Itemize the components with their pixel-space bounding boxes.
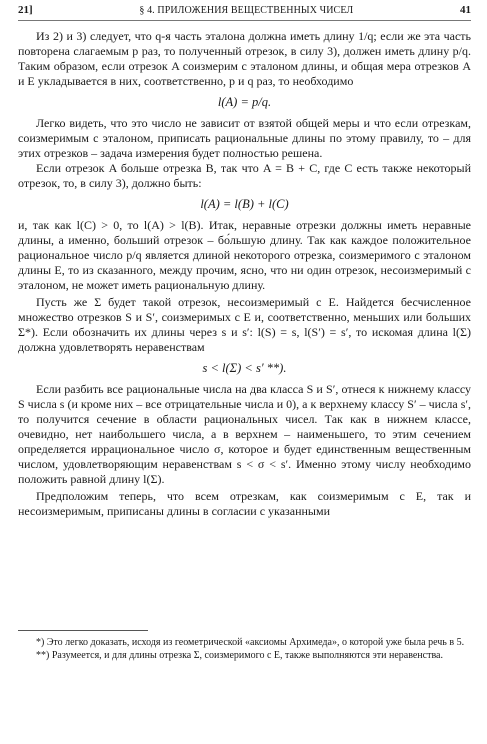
paragraph-5: Пусть же Σ будет такой отрезок, несоизмеримый с E. Найдется бесчисленное множество отрезков S и S′, соизмеримых с E и, соответственно, меньших или больших Σ*). Если обозначить их длины через s и s′: l(S) = s, l(S′) = s′, то искомая длина l(Σ) должна удовлетворять неравенствам: [18, 295, 471, 354]
footnote-2: **) Разумеется, и для длины отрезка Σ, соизмеримого с E, также выполняются эти неравенства.: [36, 649, 443, 661]
section-marker: 21]: [18, 4, 33, 16]
page-body: [18, 29, 471, 519]
paragraph-7: Предположим теперь, что всем отрезкам, как соизмеримым с E, так и несоизмеримым, приписаны длины в согласии с указанными: [18, 489, 471, 518]
running-title: § 4. ПРИЛОЖЕНИЯ ВЕЩЕСТВЕННЫХ ЧИСЕЛ: [139, 5, 354, 16]
footnotes: [18, 630, 471, 662]
page-number: 41: [460, 4, 471, 16]
paragraph-6: Если разбить все рациональные числа на два класса S и S′, отнеся к нижнему классу S числа s (и кроме них – все отрицательные числа и 0), а к верхнему классу S′ – числа s′, то получится сечение в области рациональных чисел. Так как в нижнем классе, очевидно, нет наибольшего числа, а в верхнем – наименьшего, то этим сечением определяется иррациональное число σ, которое и будет единственным вещественным числом, удовлетворяющим неравенствам s < σ < s′. Именно этому числу необходимо положить равной длину l(Σ).: [18, 382, 471, 486]
formula-length-ratio: l(A) = p/q.: [217, 95, 272, 109]
paragraph-2: Легко видеть, что это число не зависит от взятой общей меры и что если отрезкам, соизмеримым с эталоном, приписать рациональные длины по этому правилу, то – для этих отрезков – задача измерения будет полностью решена.: [18, 116, 471, 160]
footnote-divider: [18, 630, 148, 631]
running-header: [18, 4, 471, 21]
footnote-1: *) Это легко доказать, исходя из геометрической «аксиомы Архимеда», о которой уже была речь в 5.: [36, 637, 465, 648]
formula-additivity: l(A) = l(B) + l(C): [200, 197, 289, 211]
paragraph-3: Если отрезок A больше отрезка B, так что A = B + C, где C есть также некоторый отрезок, то, в силу 3), должно быть:: [18, 161, 471, 190]
paragraph-4: и, так как l(C) > 0, то l(A) > l(B). Итак, неравные отрезки должны иметь неравные длины, а именно, больший отрезок – бо́льшую длину. Так как каждое положительное рациональное число p/q является длиной некоторого отрезка, соизмеримого с эталоном длины E, то из сказанного, между прочим, ясно, что ни один отрезок, несоизмеримый с эталоном, не может иметь рациональную длину.: [18, 218, 471, 292]
paragraph-1: Из 2) и 3) следует, что q-я часть эталона должна иметь длину 1/q; если же эта часть повторена слагаемым p раз, то полученный отрезок, в силу 3), должен иметь длину p/q. Таким образом, если отрезок A соизмерим с эталоном длины, и общая мера отрезков A и E укладывается в них, соответственно, p и q раз, то необходимо: [18, 29, 471, 88]
formula-inequality: s < l(Σ) < s′ **).: [202, 361, 287, 375]
